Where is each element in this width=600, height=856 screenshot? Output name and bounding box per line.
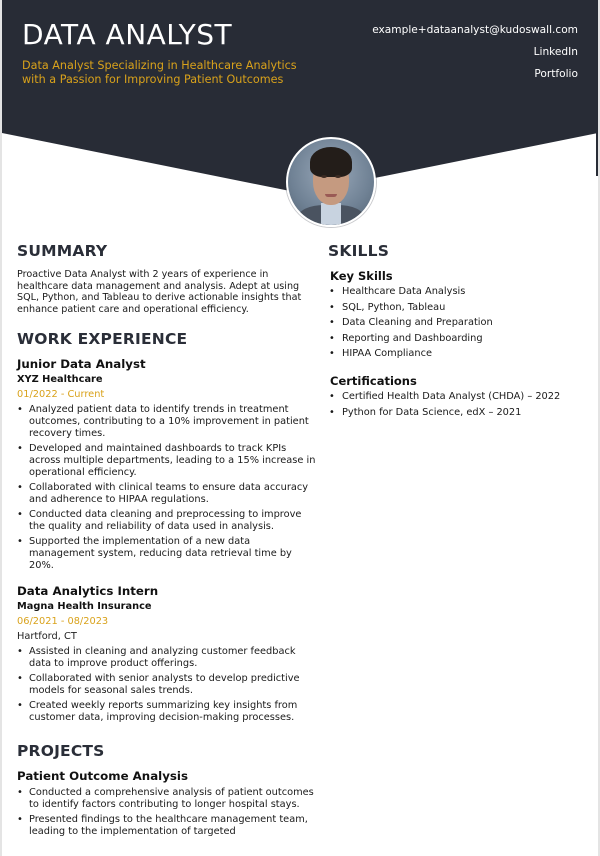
photo-collar: [321, 203, 341, 225]
certification-item: • Certified Health Data Analyst (CHDA) – 2022: [342, 389, 588, 405]
skill-item: • Data Cleaning and Preparation: [342, 315, 588, 331]
job-entry: [17, 584, 317, 724]
job-location: Hartford, CT: [17, 631, 77, 642]
certification-item: • Python for Data Science, edX – 2021: [342, 405, 588, 421]
projects-section: [17, 741, 317, 838]
job-title: Junior Data Analyst: [17, 357, 146, 371]
job-bullet: • Collaborated with clinical teams to ensure data accuracy and adherence to HIPAA regulations.: [29, 482, 317, 506]
left-column: [17, 241, 317, 841]
skill-item: • Healthcare Data Analysis: [342, 284, 588, 300]
linkedin-link[interactable]: LinkedIn: [533, 46, 578, 58]
project-bullet: • Conducted a comprehensive analysis of patient outcomes to identify factors contributing to longer hospital stays.: [29, 787, 317, 811]
certifications-list: [328, 389, 588, 420]
skill-item: • SQL, Python, Tableau: [342, 300, 588, 316]
job-bullet: • Collaborated with senior analysts to develop predictive models for seasonal sales trends.: [29, 673, 317, 697]
job-bullet: • Analyzed patient data to identify trends in treatment outcomes, contributing to a 10% improvement in patient recovery times.: [29, 404, 317, 440]
job-entry: [17, 357, 317, 572]
job-company: XYZ Healthcare: [17, 374, 103, 385]
projects-heading: PROJECTS: [17, 742, 105, 760]
job-company: Magna Health Insurance: [17, 601, 152, 612]
profile-photo: [286, 137, 376, 227]
job-bullet: • Supported the implementation of a new data management system, reducing data retrieval time by 20%.: [29, 536, 317, 572]
job-bullet: • Developed and maintained dashboards to track KPIs across multiple departments, leading to a 15% increase in operational efficiency.: [29, 443, 317, 479]
skills-heading: SKILLS: [328, 242, 390, 260]
project-bullets: [17, 787, 317, 838]
experience-heading: WORK EXPERIENCE: [17, 330, 188, 348]
job-dates: 01/2022 - Current: [17, 389, 105, 400]
skill-item: • Reporting and Dashboarding: [342, 331, 588, 347]
header-edge-strip: [596, 0, 598, 176]
key-skills-list: [328, 284, 588, 362]
project-bullet: • Presented findings to the healthcare management team, leading to the implementation of targeted: [29, 814, 317, 838]
contact-block: [372, 22, 578, 88]
job-bullet: • Assisted in cleaning and analyzing customer feedback data to improve product offerings.: [29, 646, 317, 670]
job-title: Data Analytics Intern: [17, 584, 159, 598]
key-skills-heading: Key Skills: [330, 269, 393, 283]
photo-eye-left: [321, 175, 327, 178]
resume-title: DATA ANALYST: [22, 18, 233, 51]
job-bullets: [17, 646, 317, 724]
summary-heading: SUMMARY: [17, 242, 108, 260]
summary-section: [17, 241, 317, 315]
photo-eye-right: [335, 175, 341, 178]
project-title: Patient Outcome Analysis: [17, 769, 188, 783]
certifications-heading: Certifications: [330, 373, 417, 388]
portfolio-link[interactable]: Portfolio: [534, 68, 578, 80]
skill-item: • HIPAA Compliance: [342, 346, 588, 362]
email-link[interactable]: example+dataanalyst@kudoswall.com: [372, 24, 578, 36]
resume-subtitle: Data Analyst Specializing in Healthcare Analytics with a Passion for Improving Patient Outcomes: [22, 59, 297, 86]
job-bullet: • Conducted data cleaning and preprocessing to improve the quality and reliability of data used in analysis.: [29, 509, 317, 533]
photo-hair: [310, 147, 352, 177]
skills-section: [328, 241, 588, 420]
job-bullets: [17, 404, 317, 572]
job-dates: 06/2021 - 08/2023: [17, 616, 109, 627]
photo-mouth: [325, 194, 337, 197]
experience-section: [17, 329, 317, 724]
summary-text: Proactive Data Analyst with 2 years of experience in healthcare data management and analysis. Adept at using SQL, Python, and Tableau to derive actionable insights that enhance patient care and operational efficiency.: [17, 269, 302, 315]
job-bullet: • Created weekly reports summarizing key insights from customer data, improving decision-making processes.: [29, 700, 317, 724]
right-column: [328, 241, 588, 420]
resume-page: [2, 0, 598, 856]
